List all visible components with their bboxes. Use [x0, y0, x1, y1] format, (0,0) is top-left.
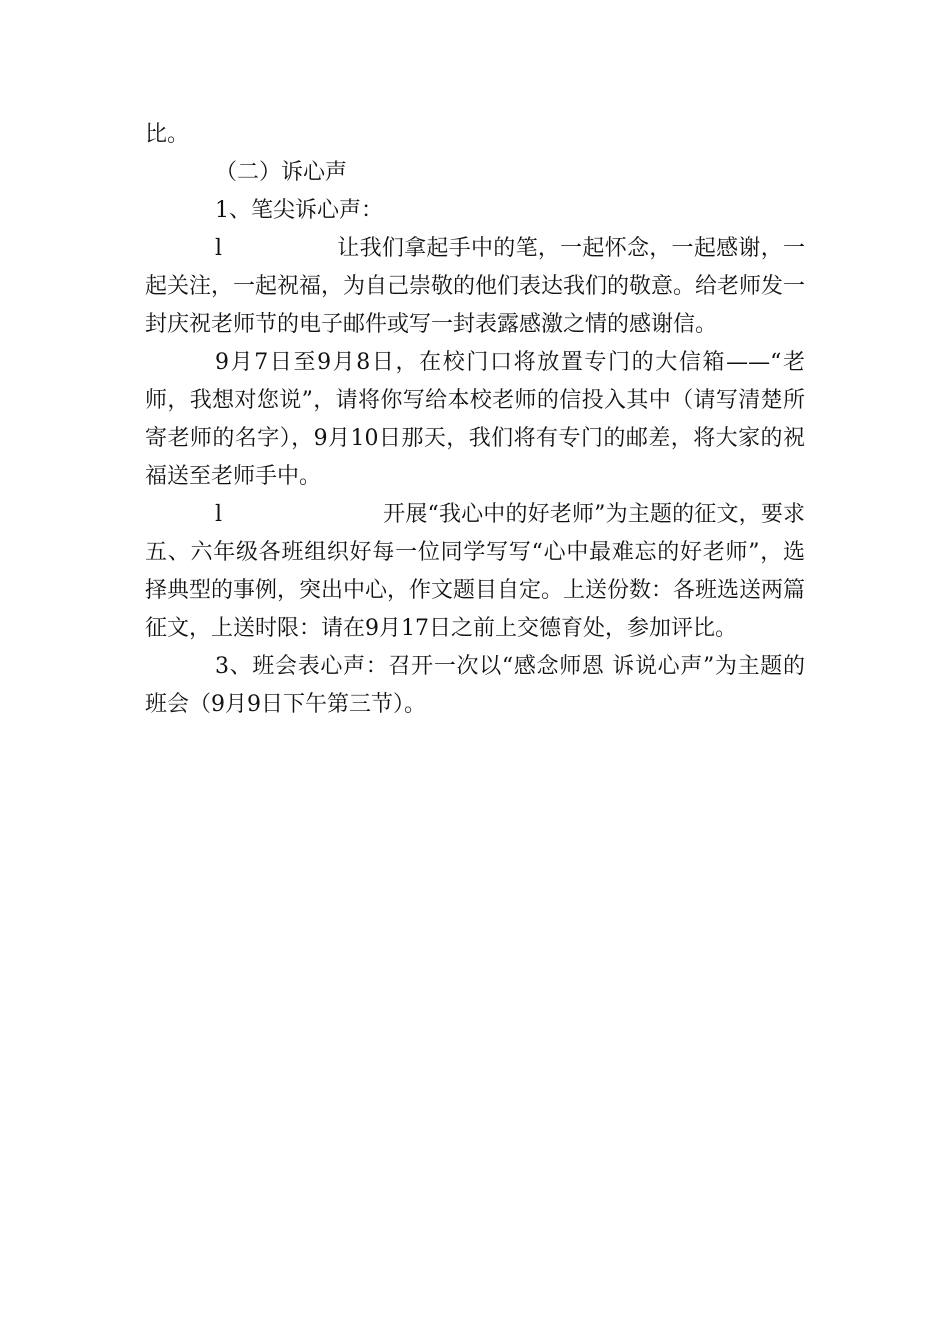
subsection-heading: 1、笔尖诉心声： [215, 198, 383, 223]
paragraph-text: 让我们拿起手中的笔，一起怀念，一起感谢，一起关注，一起祝福，为自己崇敬的他们表达我们的敬意。给老师发一封庆祝老师节的电子邮件或写一封表露感激之情的感谢信。 [145, 236, 806, 337]
bullet-paragraph [145, 230, 805, 344]
bullet-marker: l [215, 236, 223, 261]
body-paragraph: 9月7日至9月8日，在校门口将放置专门的大信箱——“老师，我想对您说”，请将你写给本校老师的信投入其中（请写清楚所寄老师的名字），9月10日那天，我们将有专门的邮差，将大家的祝福送至老师手中。 [145, 350, 805, 489]
body-paragraph: 3、班会表心声：召开一次以“感念师恩 诉说心声”为主题的班会（9月9日下午第三节）。 [145, 654, 805, 717]
section-heading: （二）诉心声 [215, 160, 348, 185]
document-body [145, 116, 805, 724]
bullet-paragraph [145, 496, 805, 648]
paragraph-continuation: 比。 [145, 122, 190, 147]
bullet-marker: l [215, 502, 223, 527]
paragraph-text: 开展“我心中的好老师”为主题的征文，要求五、六年级各班组织好每一位同学写写“心中最难忘的好老师”，选择典型的事例，突出中心，作文题目自定。上送份数：各班选送两篇征文，上送时限：请在9月17日之前上交德育处，参加评比。 [145, 502, 806, 641]
